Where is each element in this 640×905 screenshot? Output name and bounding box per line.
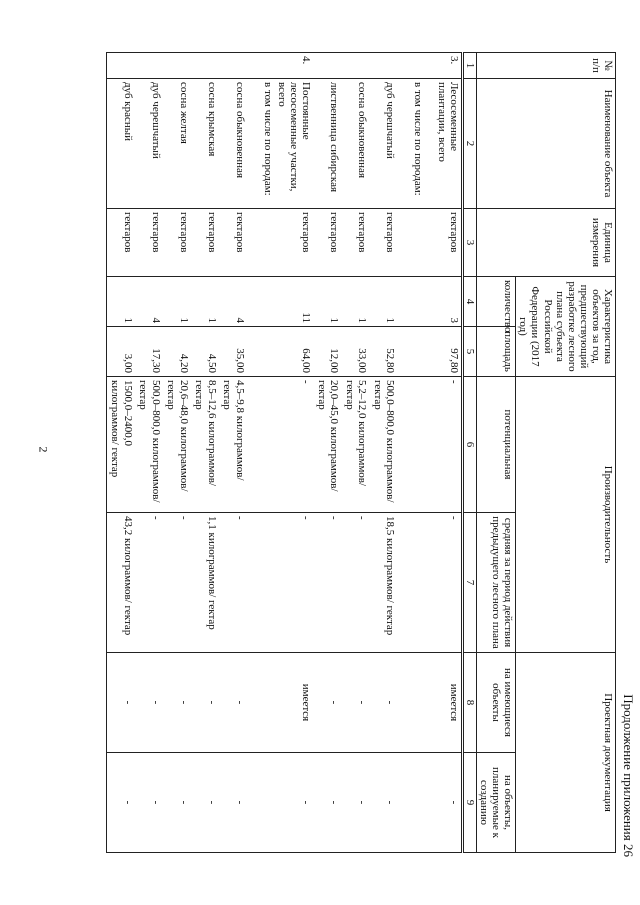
planned-docs-cell: - <box>369 753 397 853</box>
table-row <box>106 53 135 853</box>
header-existing: на имеющиеся объекты <box>476 653 515 753</box>
area-cell <box>397 327 425 377</box>
table-row <box>425 53 463 853</box>
average-cell: - <box>341 513 369 653</box>
table-row <box>341 53 369 853</box>
col-number: 9 <box>462 753 476 853</box>
unit-cell: гектаров <box>163 209 191 277</box>
table-row <box>369 53 397 853</box>
area-cell: 97,80 <box>425 327 463 377</box>
average-cell: - <box>425 513 463 653</box>
object-name: сосна обыкновенная <box>219 79 247 209</box>
planned-docs-cell: - <box>135 753 163 853</box>
header-average: средняя за период действия предыдущего лесного плана <box>476 513 515 653</box>
existing-docs-cell: - <box>341 653 369 753</box>
unit-cell: гектаров <box>341 209 369 277</box>
header-planned: на объекты, планируемые к созданию <box>476 753 515 853</box>
row-number <box>397 53 425 79</box>
row-number <box>163 53 191 79</box>
potential-cell: 1500,0–2400,0 килограммов/ гектар <box>106 377 135 513</box>
existing-docs-cell: - <box>135 653 163 753</box>
object-name: дуб черешчатый <box>135 79 163 209</box>
quantity-cell: 1 <box>369 277 397 327</box>
col-number: 6 <box>462 377 476 513</box>
existing-docs-cell: - <box>163 653 191 753</box>
area-cell: 4,20 <box>163 327 191 377</box>
potential-cell: 5,2–12,0 килограммов/ гектар <box>341 377 369 513</box>
area-cell: 35,00 <box>219 327 247 377</box>
object-name: сосна крымская <box>191 79 219 209</box>
planned-docs-cell: - <box>191 753 219 853</box>
quantity-cell <box>397 277 425 327</box>
planned-docs-cell: - <box>425 753 463 853</box>
continuation-note: Продолжение приложения 26 <box>621 694 636 857</box>
table-row <box>247 53 275 853</box>
area-cell: 4,50 <box>191 327 219 377</box>
unit-cell: гектаров <box>106 209 135 277</box>
area-cell: 52,80 <box>369 327 397 377</box>
potential-cell <box>247 377 275 513</box>
row-number: 3. <box>425 53 463 79</box>
planned-docs-cell <box>397 753 425 853</box>
existing-docs-cell: имеется <box>275 653 313 753</box>
quantity-cell: 1 <box>191 277 219 327</box>
quantity-cell: 1 <box>341 277 369 327</box>
quantity-cell: 1 <box>163 277 191 327</box>
average-cell: - <box>135 513 163 653</box>
quantity-cell: 4 <box>135 277 163 327</box>
quantity-cell: 1 <box>313 277 341 327</box>
col-number: 1 <box>462 53 476 79</box>
header-productivity: Производительность <box>516 377 616 653</box>
potential-cell <box>397 377 425 513</box>
planned-docs-cell: - <box>163 753 191 853</box>
lesosemennye-table <box>106 52 616 853</box>
unit-cell <box>247 209 275 277</box>
row-number: 4. <box>275 53 313 79</box>
table-row <box>191 53 219 853</box>
table-row <box>163 53 191 853</box>
quantity-cell: 11 <box>275 277 313 327</box>
header-name: Наименование объекта <box>476 79 615 209</box>
object-name: сосна желтая <box>163 79 191 209</box>
object-name: дуб черешчатый <box>369 79 397 209</box>
average-cell: 1,1 килограммов/ гектар <box>191 513 219 653</box>
object-name: лиственница сибирская <box>313 79 341 209</box>
planned-docs-cell <box>247 753 275 853</box>
object-name: в том числе по породам: <box>247 79 275 209</box>
unit-cell <box>397 209 425 277</box>
object-name: дуб красный <box>106 79 135 209</box>
header-qty: количество <box>476 277 515 327</box>
potential-cell: 500,0–800,0 килограммов/ гектар <box>369 377 397 513</box>
object-name: Постоянные лесосеменные участки, всего <box>275 79 313 209</box>
quantity-cell: 1 <box>106 277 135 327</box>
average-cell: 18,5 килограммов/ гектар <box>369 513 397 653</box>
row-number <box>135 53 163 79</box>
area-cell: 64,00 <box>275 327 313 377</box>
quantity-cell <box>247 277 275 327</box>
col-number: 7 <box>462 513 476 653</box>
existing-docs-cell: - <box>106 653 135 753</box>
row-number <box>369 53 397 79</box>
row-number <box>341 53 369 79</box>
table-row <box>397 53 425 853</box>
col-number: 8 <box>462 653 476 753</box>
header-potential: потенциальная <box>476 377 515 513</box>
planned-docs-cell: - <box>313 753 341 853</box>
row-number <box>106 53 135 79</box>
potential-cell: 4,5–9,8 килограммов/ гектар <box>219 377 247 513</box>
col-number: 3 <box>462 209 476 277</box>
col-number: 2 <box>462 79 476 209</box>
potential-cell: - <box>425 377 463 513</box>
area-cell: 17,30 <box>135 327 163 377</box>
average-cell: - <box>275 513 313 653</box>
area-cell: 12,00 <box>313 327 341 377</box>
table-row <box>313 53 341 853</box>
header-characteristics: Характеристика объектов за год, предшествующий разработке лесного плана субъекта Российской Федерации (2017 год) <box>516 277 616 377</box>
row-number <box>313 53 341 79</box>
existing-docs-cell: - <box>219 653 247 753</box>
unit-cell: гектаров <box>275 209 313 277</box>
row-number <box>247 53 275 79</box>
existing-docs-cell <box>397 653 425 753</box>
potential-cell: 500,0–800,0 килограммов/ гектар <box>135 377 163 513</box>
unit-cell: гектаров <box>313 209 341 277</box>
average-cell: 43,2 килограммов/ гектар <box>106 513 135 653</box>
area-cell <box>247 327 275 377</box>
row-number <box>219 53 247 79</box>
col-number: 5 <box>462 327 476 377</box>
area-cell: 3,00 <box>106 327 135 377</box>
area-cell: 33,00 <box>341 327 369 377</box>
planned-docs-cell: - <box>341 753 369 853</box>
average-cell: - <box>163 513 191 653</box>
header-num: № п/п <box>476 53 615 79</box>
col-number: 4 <box>462 277 476 327</box>
quantity-cell: 3 <box>425 277 463 327</box>
existing-docs-cell: - <box>313 653 341 753</box>
average-cell: - <box>313 513 341 653</box>
unit-cell: гектаров <box>135 209 163 277</box>
existing-docs-cell: - <box>191 653 219 753</box>
unit-cell: гектаров <box>425 209 463 277</box>
average-cell: - <box>219 513 247 653</box>
object-name: Лесосеменные плантации, всего <box>425 79 463 209</box>
quantity-cell: 4 <box>219 277 247 327</box>
potential-cell: 20,6–48,0 килограммов/ гектар <box>163 377 191 513</box>
planned-docs-cell: - <box>219 753 247 853</box>
average-cell <box>397 513 425 653</box>
page-number: 2 <box>36 446 51 453</box>
table-row <box>219 53 247 853</box>
planned-docs-cell: - <box>275 753 313 853</box>
header-unit: Единица измерения <box>476 209 615 277</box>
potential-cell: - <box>275 377 313 513</box>
existing-docs-cell <box>247 653 275 753</box>
potential-cell: 20,0–45,0 килограммов/ гектар <box>313 377 341 513</box>
table-row <box>135 53 163 853</box>
object-name: в том числе по породам: <box>397 79 425 209</box>
planned-docs-cell: - <box>106 753 135 853</box>
average-cell <box>247 513 275 653</box>
header-project-docs: Проектная документация <box>516 653 616 853</box>
header-area: площадь <box>476 327 515 377</box>
object-name: сосна обыкновенная <box>341 79 369 209</box>
unit-cell: гектаров <box>369 209 397 277</box>
existing-docs-cell: имеется <box>425 653 463 753</box>
row-number <box>191 53 219 79</box>
unit-cell: гектаров <box>191 209 219 277</box>
column-numbers-row <box>462 53 476 853</box>
table-row <box>275 53 313 853</box>
potential-cell: 8,5–12,6 килограммов/ гектар <box>191 377 219 513</box>
existing-docs-cell: - <box>369 653 397 753</box>
unit-cell: гектаров <box>219 209 247 277</box>
